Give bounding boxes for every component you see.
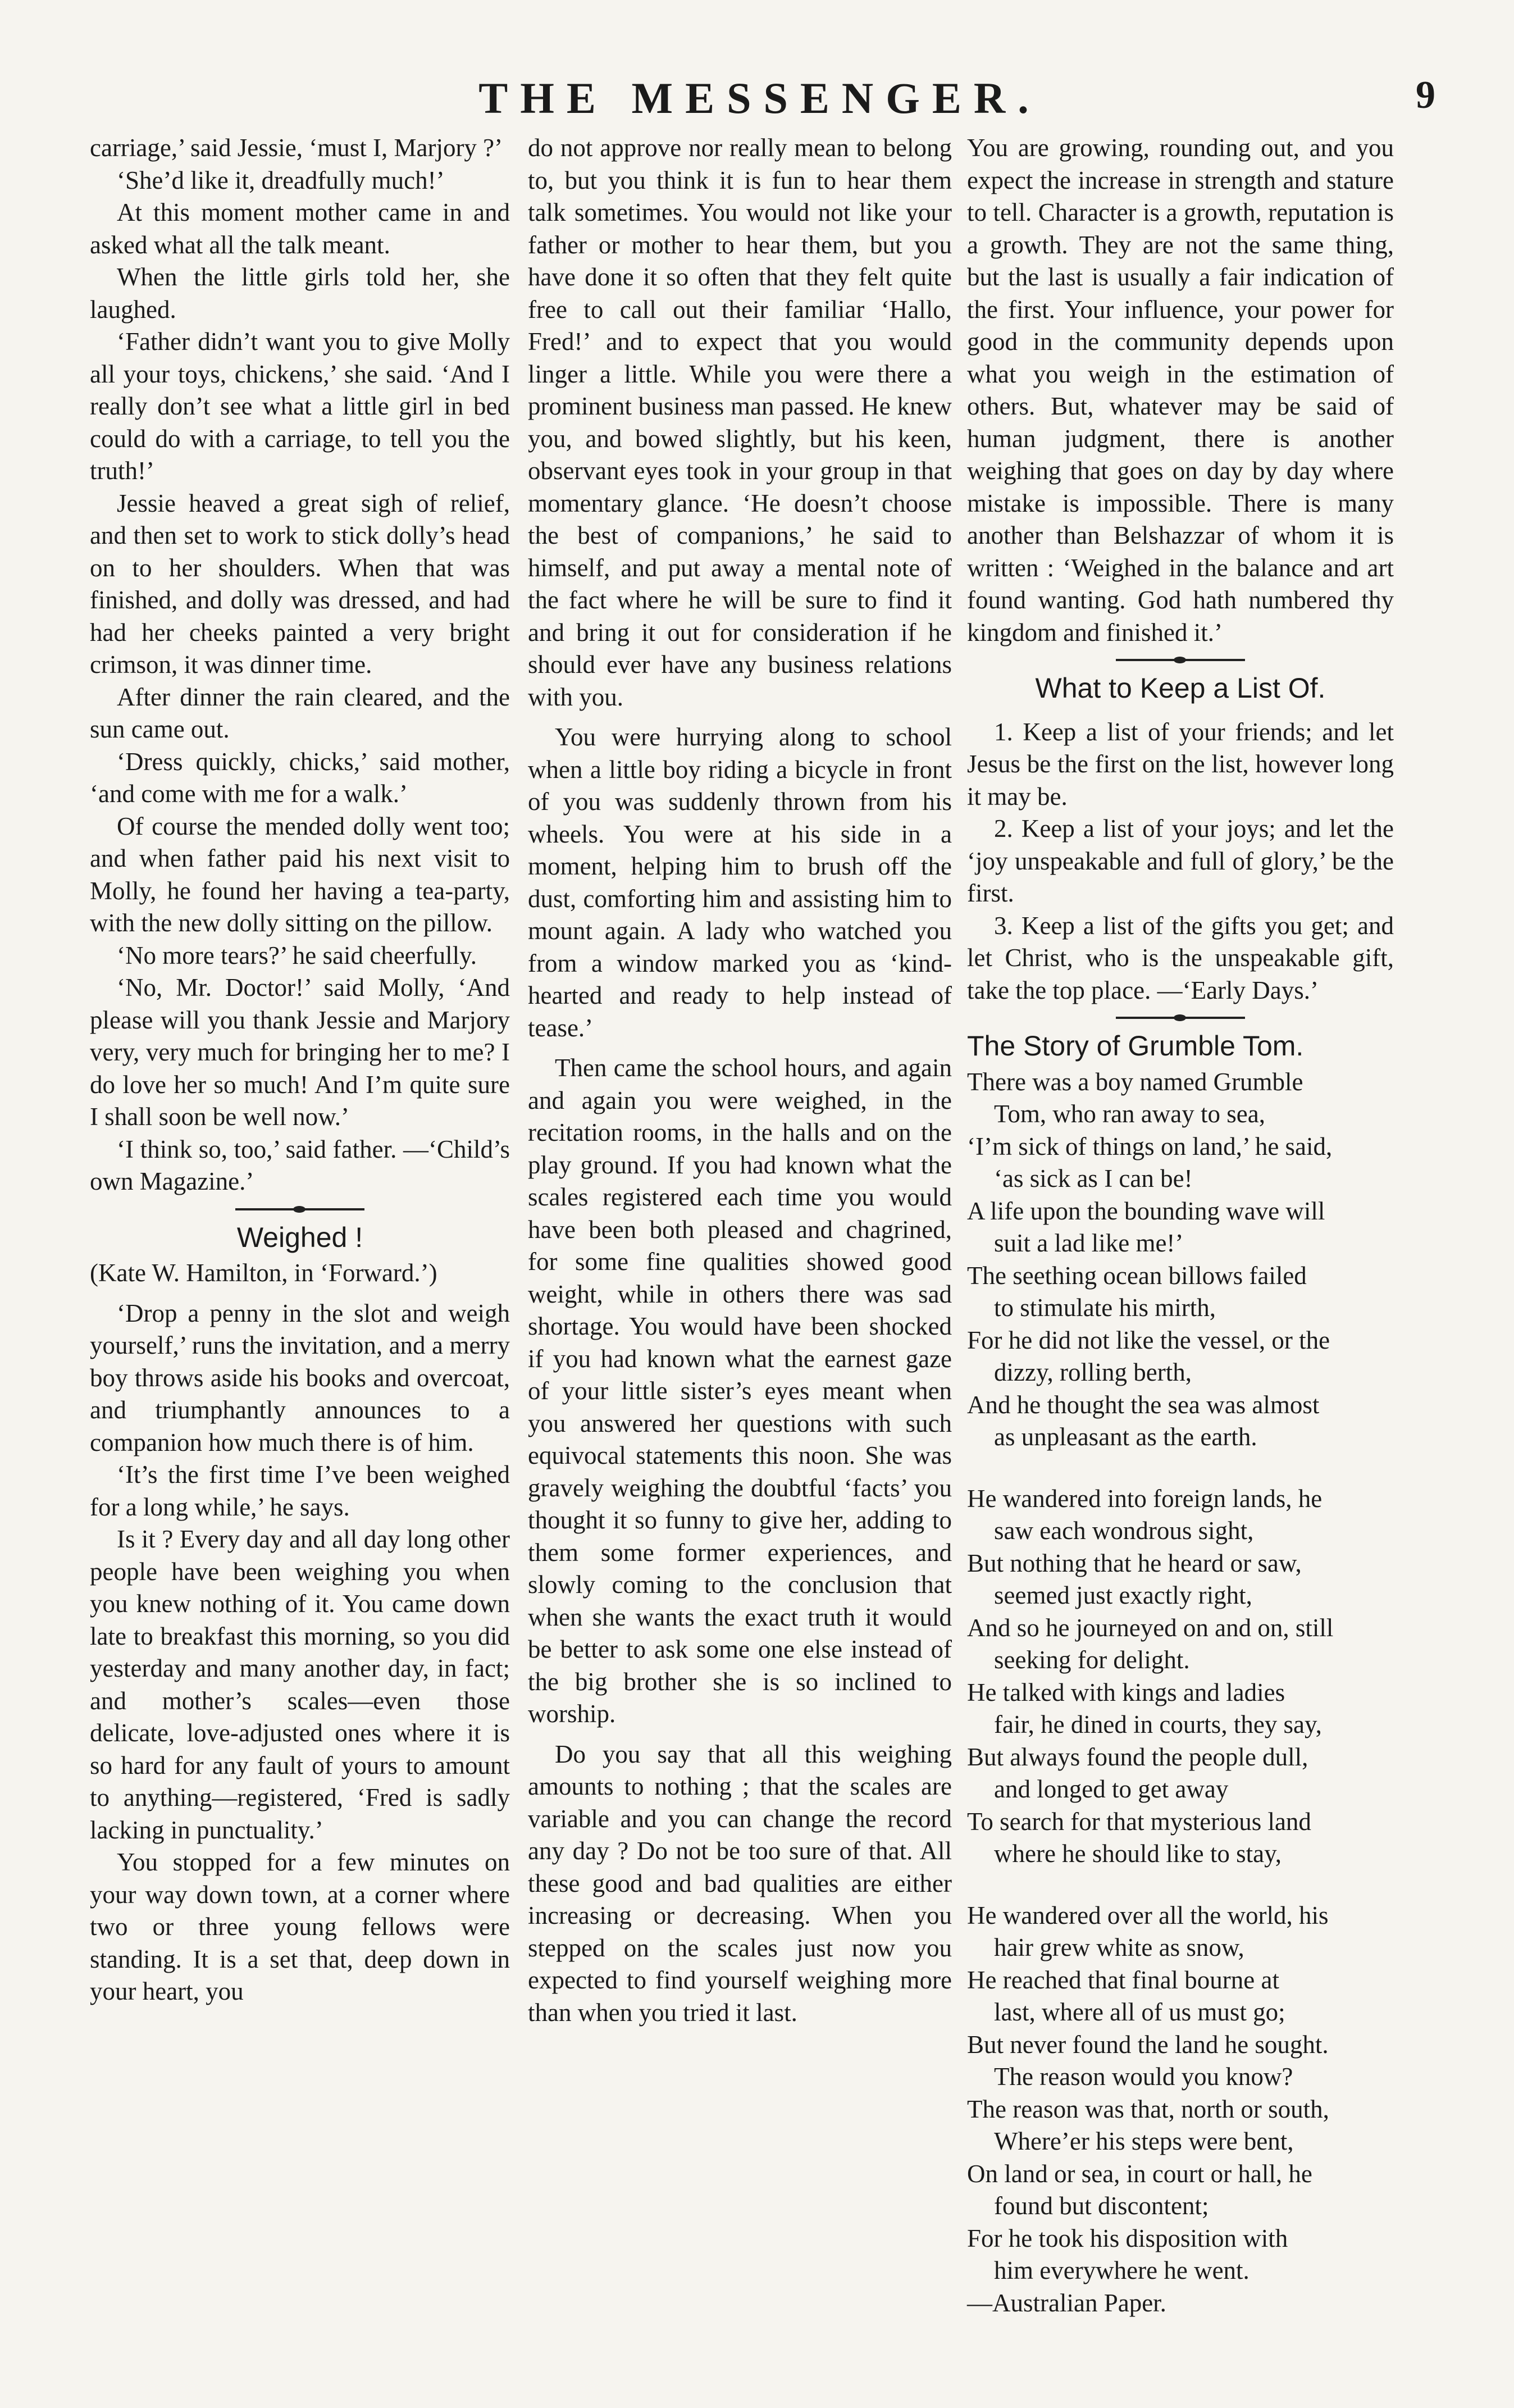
poem-line: suit a lad like me!’ xyxy=(994,1229,1184,1257)
newspaper-title: THE MESSENGER. xyxy=(478,74,1041,122)
section-divider xyxy=(235,1208,364,1210)
story-paragraph: ‘Dress quickly, chicks,’ said mother, ‘and come with me for a walk.’ xyxy=(90,747,510,808)
story-paragraph: carriage,’ said Jessie, ‘must I, Marjory ?’ xyxy=(90,134,503,162)
poem-line: But always found the people dull, xyxy=(967,1742,1308,1771)
poem-line: where he should like to stay, xyxy=(994,1840,1282,1868)
poem-line: and longed to get away xyxy=(994,1775,1229,1803)
masthead xyxy=(84,73,1435,135)
weighed-heading: Weighed ! xyxy=(236,1221,363,1253)
weighed-paragraph: You are growing, rounding out, and you expect the increase in strength and stature to tell. Character is a growth, reputation is a growth. They are not the same thing, but the last is usually a fair indication of the first. Your influence, your power for good in the community depends upon what you weigh in the estimation of others. But, whatever may be said of human judgment, there is another weighing that goes on day by day where mistake is impossible. There is many another than Belshazzar of whom it is written : ‘Weighed in the balance and art found wanting. God hath numbered thy kingdom and finished it.’ xyxy=(967,134,1394,647)
poem-line: He wandered into foreign lands, he xyxy=(967,1484,1323,1513)
weighed-paragraph: ‘It’s the first time I’ve been weighed for a long while,’ he says. xyxy=(90,1460,510,1521)
poem-line: And so he journeyed on and on, still xyxy=(967,1613,1334,1642)
poem-line: But never found the land he sought. xyxy=(967,2030,1329,2059)
poem-line: But nothing that he heard or saw, xyxy=(967,1549,1302,1577)
weighed-paragraph: Then came the school hours, and again and again you were weighed, in the recitation rooms, in the halls and on the play ground. If you had known what the scales registered each time you would have been both pleased and chagrined, for some fine qualities showed good weight, while in others there was sad shortage. You would have been shocked if you had known what the earnest gaze of your little sister’s eyes meant when you answered her questions with such equivocal statements this noon. She was gravely weighing the doubtful ‘facts’ you thought it so funny to give her, adding to them some former experiences, and slowly coming to the conclusion that when she wants the exact truth it would be better to ask some one else instead of the big brother she is so inclined to worship. xyxy=(528,1054,952,1728)
poem-line: Where’er his steps were bent, xyxy=(994,2127,1294,2155)
weighed-byline: (Kate W. Hamilton, in ‘Forward.’) xyxy=(90,1259,437,1287)
poem-line: Tom, who ran away to sea, xyxy=(994,1100,1265,1128)
story-paragraph: Jessie heaved a great sigh of relief, and then set to work to stick dolly’s head on to her shoulders. When that was finished, and dolly was dressed, and had had her cheeks painted a very bright crimson, it was dinner time. xyxy=(90,489,510,679)
poem-line: last, where all of us must go; xyxy=(994,1998,1285,2026)
weighed-paragraph: You stopped for a few minutes on your way down town, at a corner where two or three young fellows were standing. It is a set that, deep down in your heart, you xyxy=(90,1848,510,2005)
poem-line: The reason would you know? xyxy=(994,2063,1293,2091)
poem-line: fair, he dined in courts, they say, xyxy=(994,1710,1322,1738)
poem-line: ‘as sick as I can be! xyxy=(994,1164,1193,1192)
story-paragraph: Of course the mended dolly went too; and when father paid his next visit to Molly, he found her having a tea-party, with the new dolly sitting on the pillow. xyxy=(90,812,510,937)
story-paragraph: After dinner the rain cleared, and the sun came out. xyxy=(90,682,510,743)
weighed-paragraph: ‘Drop a penny in the slot and weigh yourself,’ runs the invitation, and a merry boy throws aside his books and overcoat, and triumphantly announces to a companion how much there is of him. xyxy=(90,1299,510,1456)
section-divider xyxy=(1116,1017,1245,1019)
poem-line: found but discontent; xyxy=(994,2192,1209,2220)
page-number: 9 xyxy=(1416,74,1435,117)
poem-line: hair grew white as snow, xyxy=(994,1933,1244,1961)
poem-line: For he did not like the vessel, or the xyxy=(967,1326,1330,1354)
story-paragraph: ‘No, Mr. Doctor!’ said Molly, ‘And please will you thank Jessie and Marjory very, very much for bringing her to me? I do love her so much! And I’m quite sure I shall soon be well now.’ xyxy=(90,973,510,1131)
story-credit: ‘I think so, too,’ said father. —‘Child’s own Magazine.’ xyxy=(90,1135,510,1195)
poem-heading: The Story of Grumble Tom. xyxy=(967,1030,1304,1062)
weighed-paragraph: You were hurrying along to school when a little boy riding a bicycle in front of you was suddenly thrown from his wheels. You were at his side in a moment, helping him to brush off the dust, comforting him and assisting him to mount again. A lady who watched you from a window marked you as ‘kind-hearted and ready to help instead of tease.’ xyxy=(528,723,952,1042)
list-heading: What to Keep a List Of. xyxy=(1035,672,1326,704)
column-2 xyxy=(528,132,952,2029)
poem-line: On land or sea, in court or hall, he xyxy=(967,2159,1312,2188)
story-paragraph: ‘She’d like it, dreadfully much!’ xyxy=(117,166,445,194)
poem-line: He reached that final bourne at xyxy=(967,1965,1279,1994)
poem-line: He talked with kings and ladies xyxy=(967,1678,1285,1706)
poem-line: dizzy, rolling berth, xyxy=(994,1358,1192,1386)
poem-line: him everywhere he went. xyxy=(994,2256,1249,2284)
poem-line: There was a boy named Grumble xyxy=(967,1067,1303,1096)
story-paragraph: ‘No more tears?’ he said cheerfully. xyxy=(117,941,477,969)
weighed-paragraph: Is it ? Every day and all day long other people have been weighing you when you knew nothing of it. You came down late to breakfast this morning, so you did yesterday and many another day, in fact; and mother’s scales—even those delicate, love-adjusted ones where it is so hard for any fault of yours to amount to anything—registered, ‘Fred is sadly lacking in punctuality.’ xyxy=(90,1525,510,1844)
weighed-paragraph: Do you say that all this weighing amounts to nothing ; that the scales are variable and you can change the record any day ? Do not be too sure of that. All these good and bad qualities are either increasing or decreasing. When you stepped on the scales just now you expected to find yourself weighing more than when you tried it last. xyxy=(528,1740,952,2027)
poem-line: A life upon the bounding wave will xyxy=(967,1196,1325,1225)
poem-stanza xyxy=(967,1066,1394,1454)
poem-line: And he thought the sea was almost xyxy=(967,1390,1320,1419)
poem-line: saw each wondrous sight, xyxy=(994,1517,1254,1545)
poem-line: as unpleasant as the earth. xyxy=(994,1423,1257,1451)
list-item: 3. Keep a list of the gifts you get; and let Christ, who is the unspeakable gift, take the top place. —‘Early Days.’ xyxy=(967,911,1394,1004)
poem-line: He wandered over all the world, his xyxy=(967,1901,1329,1929)
poem-stanza xyxy=(967,1900,1394,2320)
column-1 xyxy=(90,132,510,2008)
poem-line: ‘I’m sick of things on land,’ he said, xyxy=(967,1132,1333,1160)
story-paragraph: At this moment mother came in and asked what all the talk meant. xyxy=(90,198,510,259)
list-item: 1. Keep a list of your friends; and let Jesus be the first on the list, however long it may be. xyxy=(967,717,1394,811)
weighed-paragraph: do not approve nor really mean to belong to, but you think it is fun to hear them talk sometimes. You would not like your father or mother to hear them, but you have done it so often that they felt quite free to call out their familiar ‘Hallo, Fred!’ and to expect that you would linger a little. While you were there a prominent business man passed. He knew you, and bowed slightly, but his keen, observant eyes took in your group in that momentary glance. ‘He doesn’t choose the best of companions,’ he said to himself, and put away a mental note of the fact where he will be sure to find it and bring it out for consideration if he should ever have any business relations with you. xyxy=(528,134,952,711)
column-3 xyxy=(967,132,1394,2348)
poem-line: For he took his disposition with xyxy=(967,2224,1288,2252)
poem-line: The reason was that, north or south, xyxy=(967,2095,1329,2123)
poem-credit: —Australian Paper. xyxy=(967,2288,1166,2317)
list-item: 2. Keep a list of your joys; and let the ‘joy unspeakable and full of glory,’ be the first. xyxy=(967,814,1394,907)
poem-line: seeking for delight. xyxy=(994,1646,1190,1674)
poem-line: The seething ocean billows failed xyxy=(967,1261,1307,1290)
story-paragraph: ‘Father didn’t want you to give Molly all your toys, chickens,’ she said. ‘And I really don’t see what a little girl in bed could do with a carriage, to tell you the truth!’ xyxy=(90,327,510,485)
poem-line: seemed just exactly right, xyxy=(994,1581,1252,1609)
poem-line: To search for that mysterious land xyxy=(967,1807,1311,1836)
section-divider xyxy=(1116,659,1245,661)
poem-stanza xyxy=(967,1483,1394,1870)
poem-body xyxy=(967,1066,1394,2320)
poem-line: to stimulate his mirth, xyxy=(994,1294,1216,1322)
story-paragraph: When the little girls told her, she laughed. xyxy=(90,263,510,324)
